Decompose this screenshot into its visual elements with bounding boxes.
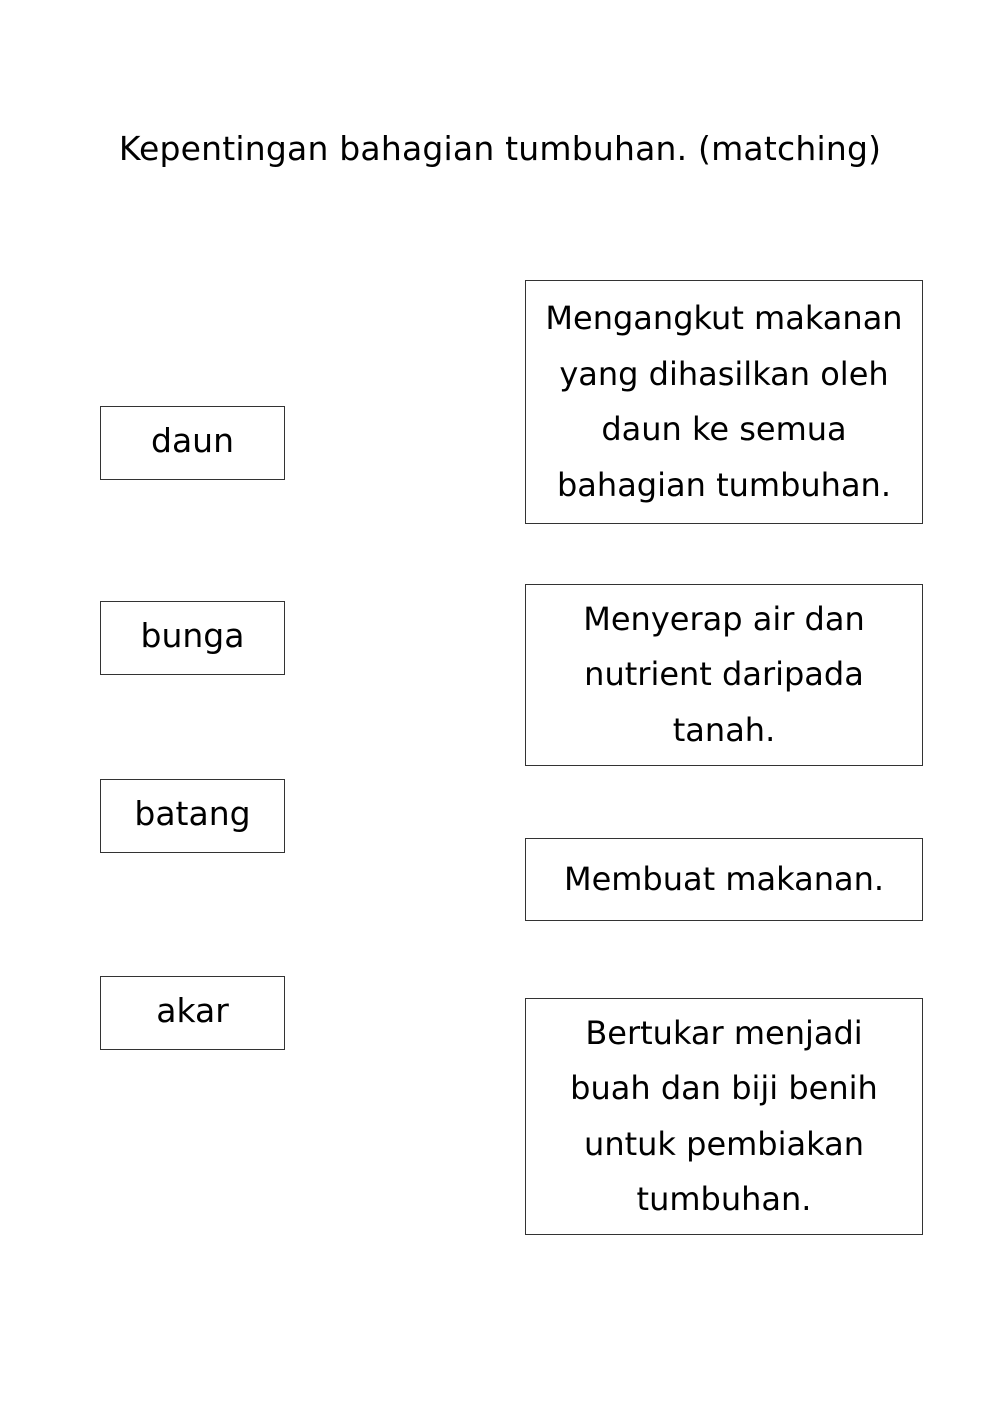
function-box-make-food[interactable] xyxy=(525,838,923,921)
part-label: daun xyxy=(151,421,234,460)
part-box-daun[interactable] xyxy=(100,406,285,480)
function-text: Mengangkut makanan yang dihasilkan oleh daun ke semua bahagian tumbuhan. xyxy=(545,299,903,504)
part-box-batang[interactable] xyxy=(100,779,285,853)
part-label: bunga xyxy=(140,616,245,655)
function-text: Membuat makanan. xyxy=(563,859,885,898)
part-label: batang xyxy=(134,794,251,833)
function-box-reproduction[interactable] xyxy=(525,998,923,1235)
function-text: Menyerap air dan nutrient daripada tanah. xyxy=(583,599,865,749)
part-label: akar xyxy=(156,991,229,1030)
function-box-transport-food[interactable] xyxy=(525,280,923,524)
function-text: Bertukar menjadi buah dan biji benih untuk pembiakan tumbuhan. xyxy=(570,1013,878,1218)
part-box-bunga[interactable] xyxy=(100,601,285,675)
page-title: Kepentingan bahagian tumbuhan. (matching) xyxy=(118,129,882,168)
part-box-akar[interactable] xyxy=(100,976,285,1050)
function-box-absorb-water[interactable] xyxy=(525,584,923,766)
